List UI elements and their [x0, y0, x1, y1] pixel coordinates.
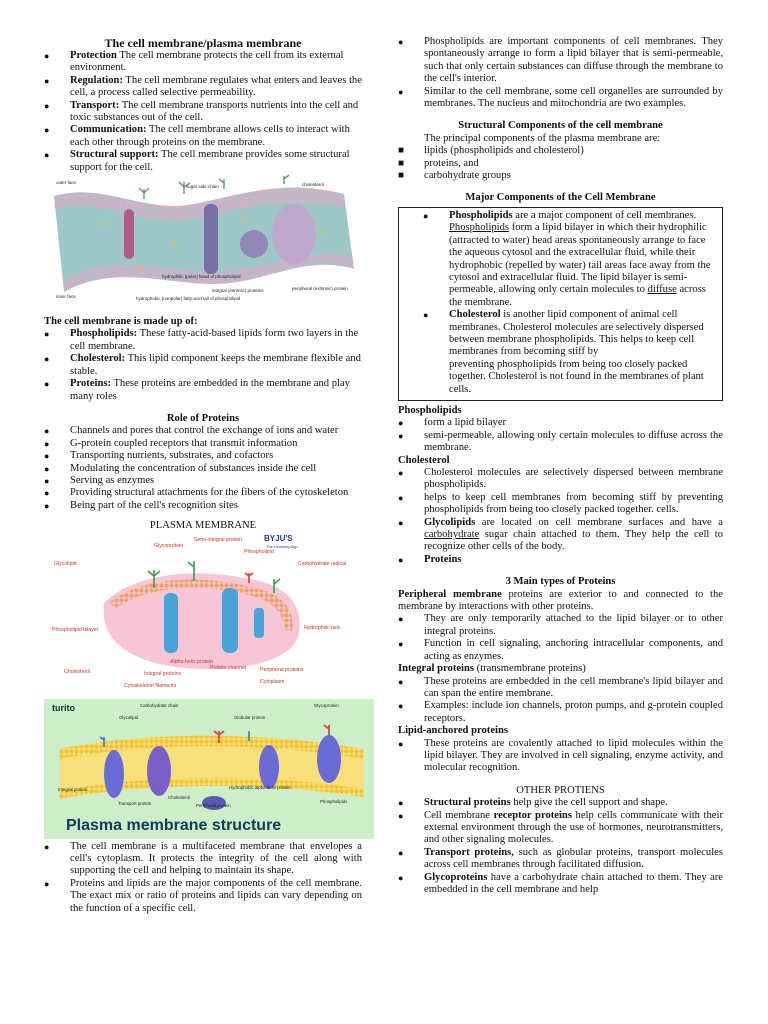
fig1-label-outer: outer face	[56, 180, 77, 186]
peripheral-list	[398, 613, 723, 663]
fig2-label-cytoplasm: Cytoplasm	[260, 678, 285, 685]
other-proteins-heading: OTHER PROTIENS	[516, 784, 605, 796]
list-item: ● Cholesterol: This lipid component keeps the membrane flexible and stable.	[44, 353, 362, 378]
list-item: ● Transport: The cell membrane transports nutrients into the cell and toxic substances out of the cell.	[44, 100, 362, 125]
fig1-label-head: hydrophilic (polar) head of phospholipid	[162, 274, 241, 280]
fig2-label-bilayer: Phospholipid bilayer	[52, 626, 99, 633]
major-components-heading: Major Components of the Cell Membrane	[465, 192, 656, 204]
fig1-label-cholesterol: cholesterol	[302, 182, 324, 188]
list-item: ● Communication: The cell membrane allows cells to interact with each other through proteins on the membrane.	[44, 124, 362, 149]
list-item: ● Function in cell signaling, anchoring intracellular components, and acting as enzymes.	[398, 638, 723, 663]
fig3-label-peripheral: Peripheral protein	[196, 802, 231, 808]
list-item: ● Structural support: The cell membrane provides some structural support for the cell.	[44, 149, 362, 174]
list-item: ● Glycoproteins have a carbohydrate chain attached to them. They are embedded in the cell membrane and help	[398, 872, 723, 897]
fig3-label-glycolipid: Glycolipid	[119, 714, 139, 720]
structural-intro: The principal components of the plasma membrane are:	[424, 132, 661, 144]
fig2-label-integral: Integral proteins	[144, 670, 182, 677]
list-item: ■ carbohydrate groups	[398, 170, 723, 182]
right-column	[398, 36, 723, 896]
list-item: ● Structural proteins help give the cell support and shape.	[398, 797, 723, 809]
fig1-label-inner: inner face	[56, 294, 76, 300]
list-item: ● Phospholipids: These fatty-acid-based lipids form two layers in the cell membrane.	[44, 328, 362, 353]
integral-paragraph: Integral proteins (transmembrane proteins)	[398, 663, 586, 675]
left-column	[44, 36, 362, 915]
list-item: ● Modulating the concentration of substances inside the cell	[44, 463, 362, 475]
list-item: ● Similar to the cell membrane, some cell organelles are surrounded by membranes. The nucleus and mitochondria are two examples.	[398, 86, 723, 111]
list-item: ● These proteins are covalently attached to lipid molecules within the lipid bilayer. They are involved in cell signaling, enzyme activity, and molecular recognition.	[398, 738, 723, 775]
major-components-box	[398, 207, 723, 401]
fig1-label-sugar: sugar side chain	[186, 184, 219, 190]
other-proteins-list	[398, 797, 723, 896]
fig1-label-tails: hydrophobic (nonpolar) fatty-acid tail of phospholipid	[136, 296, 241, 302]
list-item: ● Transporting nutrients, substrates, and cofactors	[44, 450, 362, 462]
cholesterol-heading: Cholesterol	[398, 454, 450, 466]
fig2-label-cytoskeleton: Cytoskeleton filaments	[124, 682, 177, 689]
list-item: ● Phospholipids are important components of cell membranes. They spontaneously arrange to form a lipid bilayer that is semi-permeable, such that only certain substances can diffuse through the membrane to the cell's interior.	[398, 36, 723, 86]
list-item: ● They are only temporarily attached to the lipid bilayer or to other integral proteins.	[398, 613, 723, 638]
fig2-label-channel: Protein channel	[210, 664, 247, 671]
fig3-label-phospholipids: Phospholipids	[320, 798, 348, 804]
list-item: ● Being part of the cell's recognition sites	[44, 500, 362, 512]
peripheral-paragraph: Peripheral membrane proteins are exterior to and connected to the membrane by interactions with other proteins.	[398, 588, 723, 613]
list-item: ● Proteins and lipids are the major components of the cell membrane. The exact mix or ratio of proteins and lipids can vary depending on the function of a specific cell.	[44, 878, 362, 915]
list-item: ■ proteins, and	[398, 158, 723, 170]
role-heading: Role of Proteins	[166, 412, 240, 424]
list-item: ● G-protein coupled receptors that transmit information	[44, 438, 362, 450]
functions-list	[44, 50, 362, 174]
list-item: ● Proteins	[398, 554, 723, 566]
membrane-structure-figure	[44, 699, 374, 839]
fig3-label-integral: Integral protein	[58, 786, 88, 792]
list-item: ● Regulation: The cell membrane regulates what enters and leaves the cell, a process called selective permeability.	[44, 75, 362, 100]
list-item: ● Transport proteins, such as globular proteins, transport molecules across cell membranes through facilitated diffusion.	[398, 847, 723, 872]
fig2-label-alpha-helix: Alpha-helix protein	[170, 658, 213, 665]
structural-heading: Structural Components of the cell membrane	[458, 120, 663, 132]
fig1-label-integral: integral (intrinsic) proteins	[212, 288, 264, 294]
fig1-label-peripheral: peripheral (extrinsic) protein	[292, 286, 348, 292]
protein-types-heading: 3 Main types of Proteins	[505, 576, 616, 588]
structural-list	[398, 145, 723, 182]
summary-list	[44, 841, 362, 915]
plasma-membrane-figure	[44, 533, 364, 695]
fig2-label-cholesterol: Cholesterol	[64, 668, 91, 675]
plasma-heading: PLASMA MEMBRANE	[149, 520, 257, 532]
list-item: ● Proteins: These proteins are embedded in the membrane and play many roles	[44, 378, 362, 403]
fig2-label-phospholipid: Phospholipid	[244, 548, 274, 555]
roles-list	[44, 425, 362, 512]
fig3-label-hydrophobic: Hydrophobic alpha helix protein	[229, 784, 291, 790]
made-up-heading: The cell membrane is made up of:	[44, 316, 198, 328]
fig3-label-carbohydrate: Carbohydrate chain	[140, 702, 179, 708]
list-item: ● These proteins are embedded in the cell membrane's lipid bilayer and can span the entire membrane.	[398, 676, 723, 701]
list-item: ● semi-permeable, allowing only certain molecules to diffuse across the membrane.	[398, 430, 723, 455]
fig3-label-cholesterol: Cholesterol	[168, 794, 191, 800]
turito-logo: turito	[52, 702, 75, 713]
integral-list	[398, 676, 723, 726]
list-item: ● Providing structural attachments for the fibers of the cytoskeleton	[44, 487, 362, 499]
list-item: ● The cell membrane is a multifaceted membrane that envelopes a cell's cytoplasm. It protects the integrity of the cell along with supporting the cell and helping to maintain its shape.	[44, 841, 362, 878]
fig3-label-transport: Transport protein	[118, 800, 152, 806]
lipid-anchored-list	[398, 738, 723, 775]
fig2-label-glycolipid: Glycolipid	[54, 560, 77, 567]
list-item: ■ lipids (phospholipids and cholesterol)	[398, 145, 723, 157]
fig2-label-glycoprotein: Glycoprotein	[154, 542, 184, 549]
fig2-label-carbohydrate: Carbohydrate radical	[298, 560, 347, 567]
phospholipids-list	[398, 417, 723, 454]
lipid-anchored-heading: Lipid-anchored proteins	[398, 725, 508, 737]
intro-list	[398, 36, 723, 110]
byjus-tagline: The Learning App	[266, 543, 298, 549]
fig2-label-peripheral: Peripheral proteins	[260, 666, 304, 673]
page-title: The cell membrane/plasma membrane	[104, 36, 302, 50]
list-item: ● Cholesterol is another lipid component of animal cell membranes. Cholesterol molecules are selectively dispersed between membrane phospholipids. This helps to keep cell membranes from becoming stiff by preventing phospholipids from being too closely packed together. Cholesterol is not found in the membranes of plant cells.	[423, 309, 716, 396]
list-item: ● Examples: include ion channels, proton pumps, and g-protein coupled receptors.	[398, 700, 723, 725]
list-item: ● Serving as enzymes	[44, 475, 362, 487]
list-item: ● Channels and pores that control the exchange of ions and water	[44, 425, 362, 437]
fig2-label-semi-integral: Semi-integral protein	[194, 536, 242, 543]
fig3-label-glycoprotein: Glycoprotein	[314, 702, 339, 708]
list-item: ● Cholesterol molecules are selectively dispersed between membrane phospholipids.	[398, 467, 723, 492]
list-item: ● Cell membrane receptor proteins help cells communicate with their external environment through the use of hormones, neurotransmitters, and other signaling molecules.	[398, 810, 723, 847]
cholesterol-list	[398, 467, 723, 566]
byjus-logo: BYJU'S	[264, 533, 293, 543]
fig3-label-globular: Globular protein	[234, 714, 266, 720]
list-item: ● Phospholipids are a major component of cell membranes. Phospholipids form a lipid bilayer in which their hydrophilic (attracted to water) head areas spontaneously arrange to face the aqueous cytosol and the extracellular fluid, while their hydrophobic (repelled by water) tail areas face away from the cytosol and extracellular fluid. The lipid bilayer is semi-permeable, allowing only certain molecules to diffuse across the membrane.	[423, 210, 716, 309]
membrane-diagram-figure	[44, 174, 364, 314]
fig3-title: Plasma membrane structure	[66, 816, 282, 834]
made-up-list	[44, 328, 362, 402]
list-item: ● form a lipid bilayer	[398, 417, 723, 429]
list-item: ● Protection The cell membrane protects the cell from its external environment.	[44, 50, 362, 75]
list-item: ● helps to keep cell membranes from becoming stiff by preventing phospholipids from being too closely packed together. cells.	[398, 492, 723, 517]
list-item: ● Glycolipids are located on cell membrane surfaces and have a carbohydrate sugar chain attached to them. They help the cell to recognize other cells of the body.	[398, 517, 723, 554]
phospholipids-heading: Phospholipids	[398, 404, 462, 416]
fig2-label-hydrophilic: Hydrophilic tails	[304, 624, 341, 631]
